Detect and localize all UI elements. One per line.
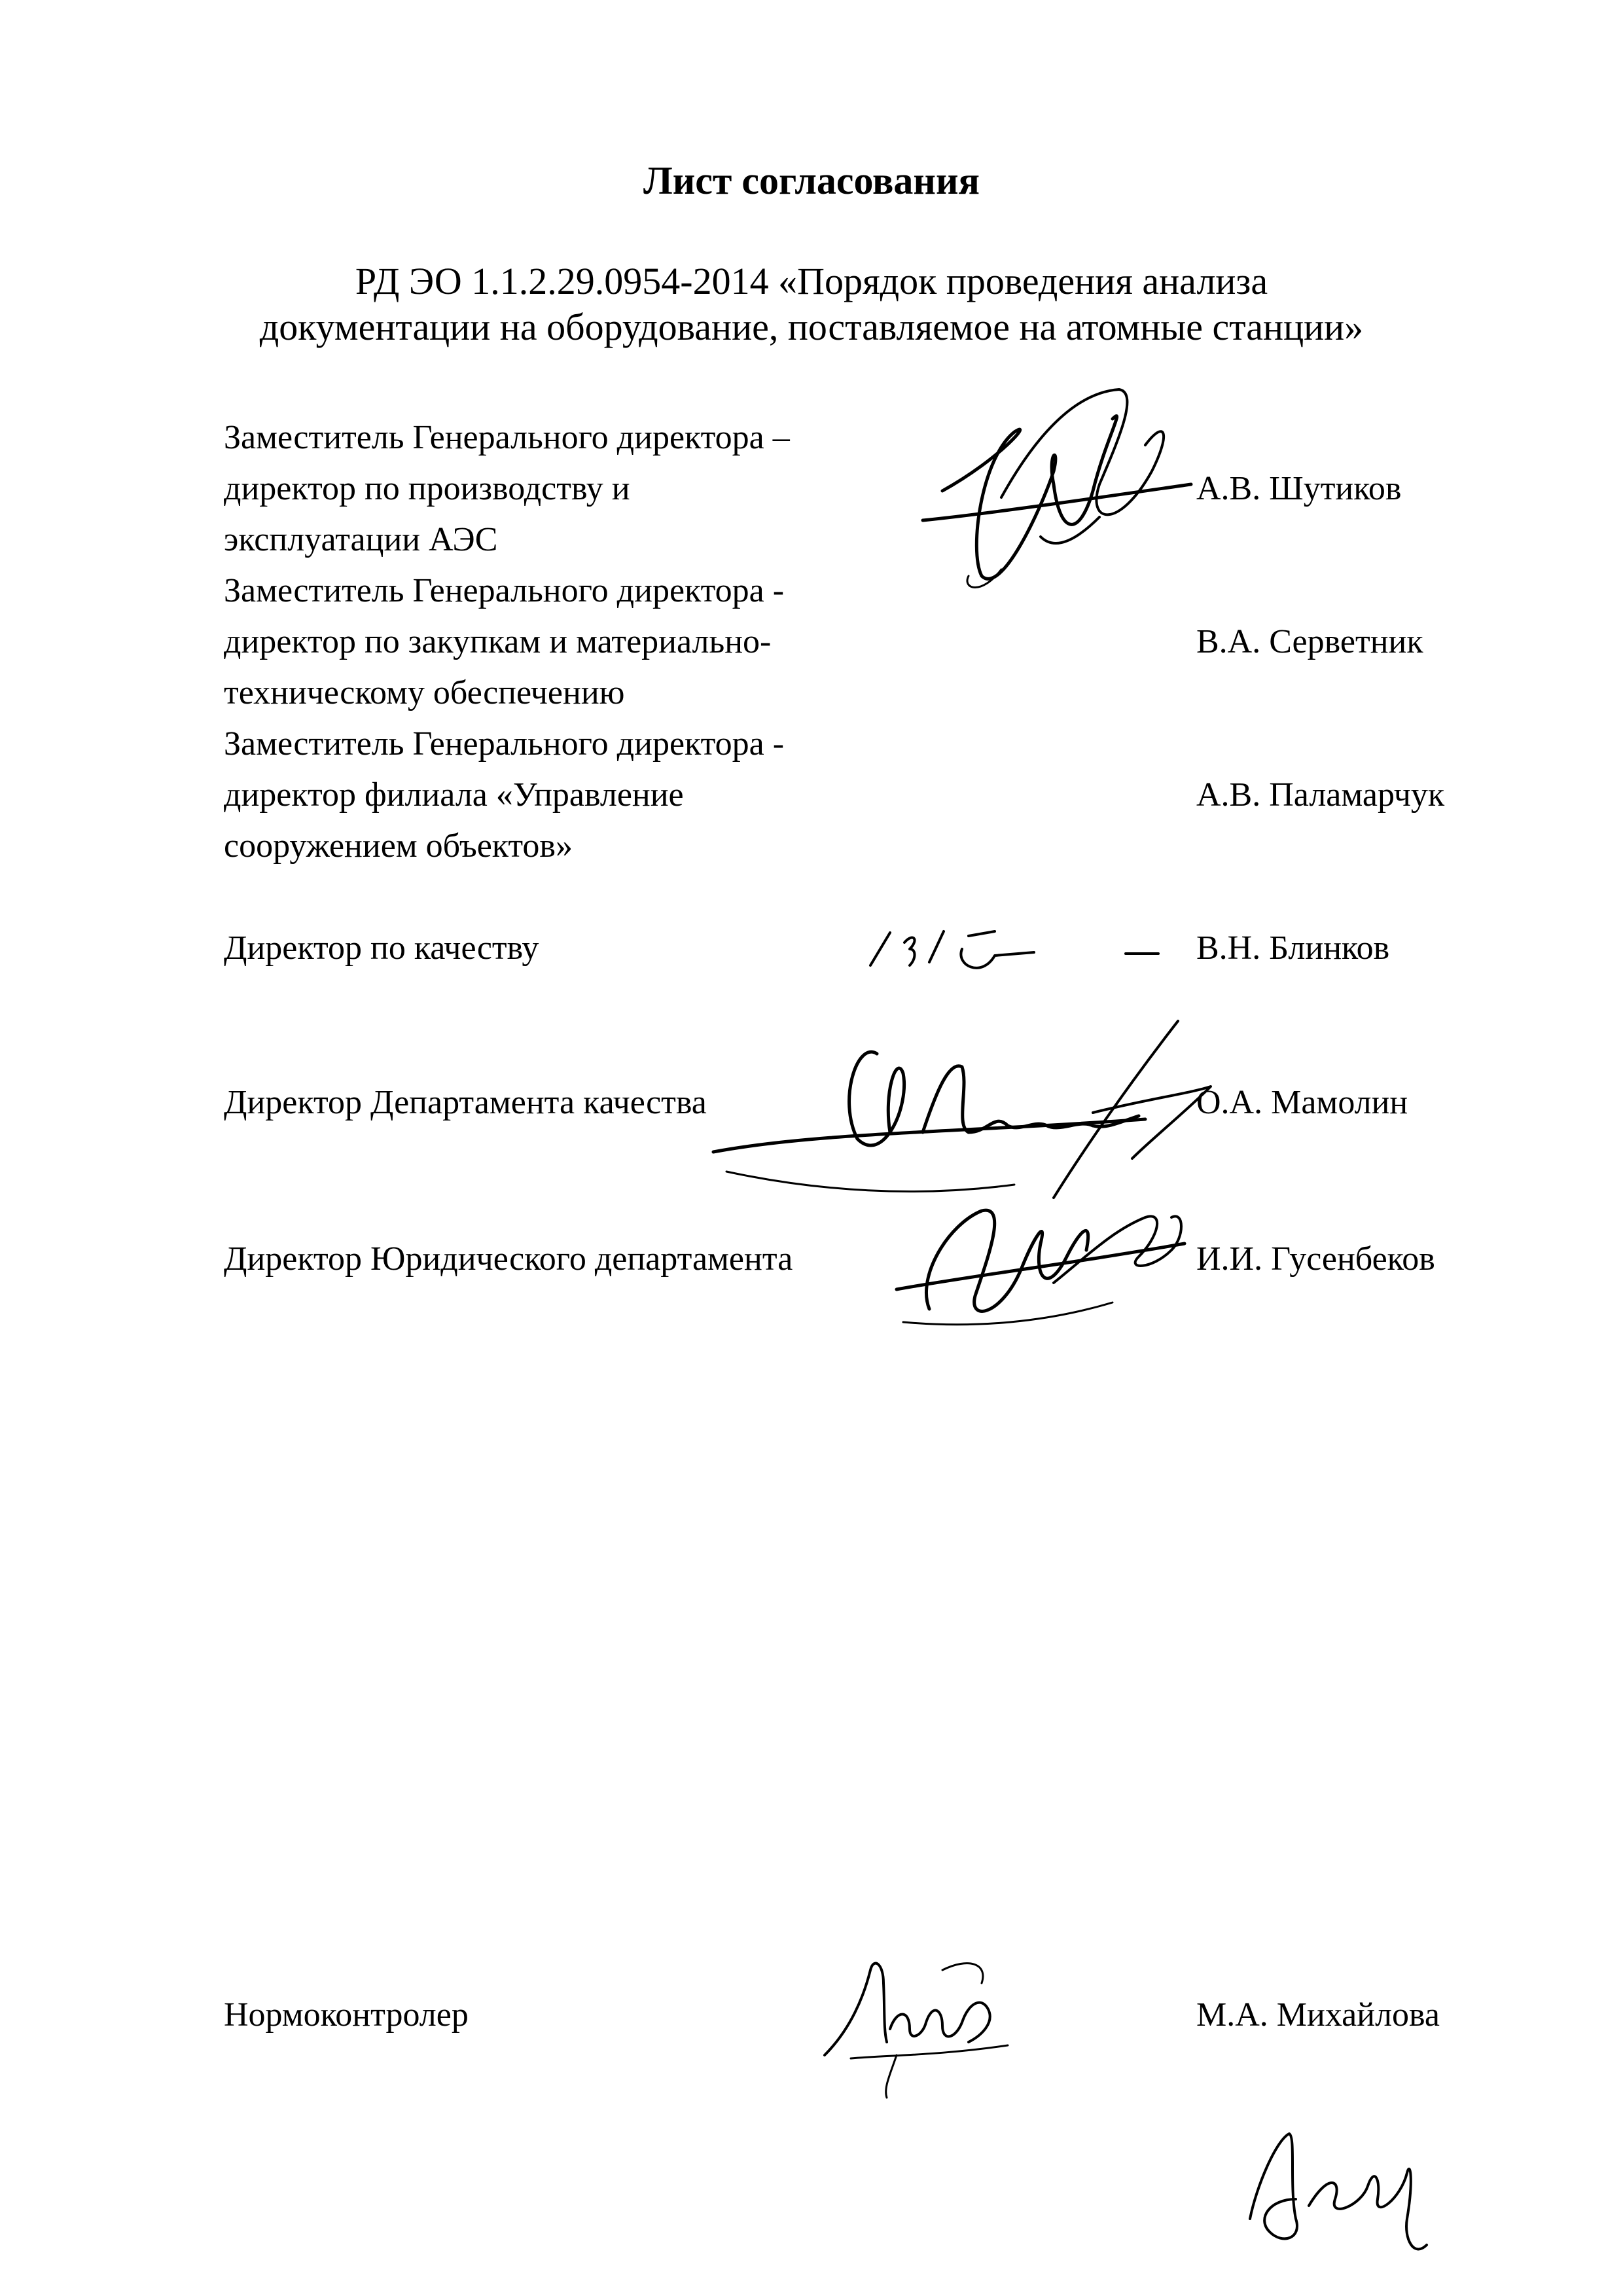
role-line: Нормоконтролер (224, 1996, 469, 2034)
document-subtitle (164, 259, 1459, 350)
signatory-name: И.И. Гусенбеков (1196, 1240, 1435, 1278)
signatory-name: А.В. Шутиков (1196, 470, 1402, 507)
role-line: директор по закупкам и материально- (224, 623, 772, 660)
handwritten-initials (1230, 2108, 1440, 2265)
role-line: Директор Юридического департамента (224, 1240, 793, 1278)
handwritten-signature (903, 380, 1217, 596)
handwritten-signature (864, 920, 1165, 978)
role-line: директор филиала «Управление (224, 776, 684, 814)
role-line: эксплуатации АЭС (224, 521, 498, 558)
signatory-role (224, 1234, 911, 1285)
signatory-name: В.Н. Блинков (1196, 929, 1390, 967)
role-line: техническому обеспечению (224, 674, 625, 711)
role-line: Заместитель Генерального директора – (224, 419, 790, 456)
role-line: Заместитель Генерального директора - (224, 572, 785, 609)
subtitle-line: документации на оборудование, поставляемое на атомные станции» (259, 305, 1364, 348)
handwritten-signature (877, 1178, 1204, 1342)
signatory-role (224, 719, 911, 872)
signatory-role (224, 1990, 911, 2041)
handwritten-signature (812, 1931, 1027, 2101)
signatory-name: О.А. Мамолин (1196, 1084, 1408, 1121)
signatory-name: А.В. Паламарчук (1196, 776, 1445, 814)
signatory-role (224, 412, 911, 565)
document-title: Лист согласования (643, 159, 980, 202)
subtitle-line: РД ЭО 1.1.2.29.0954-2014 «Порядок проведения анализа (355, 260, 1268, 302)
signatory-role (224, 565, 911, 719)
signatory-role (224, 923, 911, 974)
role-line: Заместитель Генерального директора - (224, 725, 785, 762)
role-line: Директор Департамента качества (224, 1084, 707, 1121)
role-line: директор по производству и (224, 470, 630, 507)
signatory-name: М.А. Михайлова (1196, 1996, 1440, 2034)
signatory-name: В.А. Серветник (1196, 623, 1423, 660)
role-line: сооружением объектов» (224, 827, 573, 865)
role-line: Директор по качеству (224, 929, 539, 967)
